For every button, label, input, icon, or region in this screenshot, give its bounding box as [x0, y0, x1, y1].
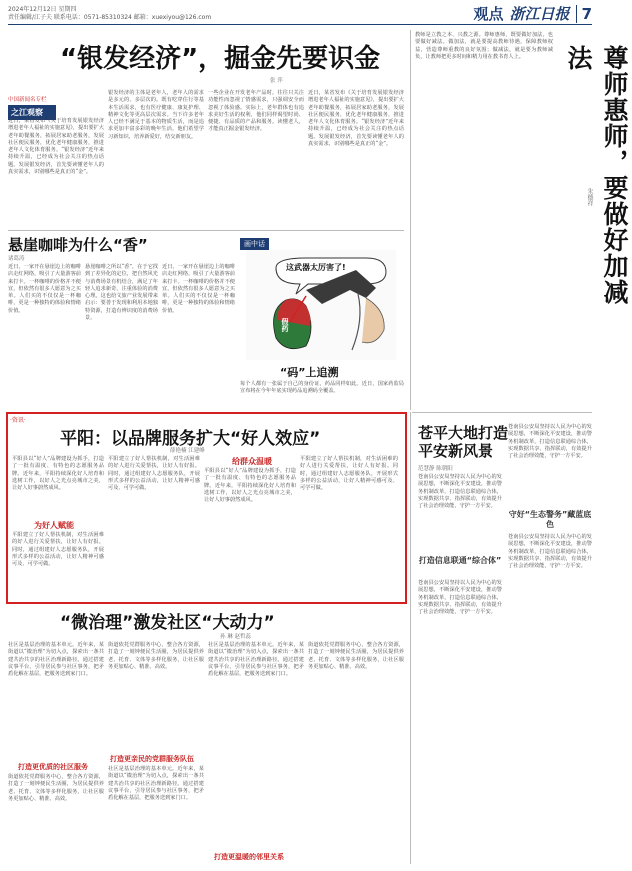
safety-article-col2a: 苍南县公安局坚持以人民为中心的发展思想，不断深化平安建设，推动警务机制改革，打造信息联通综合体，实现数据共享、指挥联动，有效提升了社会治理效能，守护一方平安。	[508, 424, 592, 460]
right-article-text: 教师是立教之本、兴教之源。尊师惠师，既要做好加法，也要做好减法。做加法，就是要提高教师待遇，保障教师权益，营造尊师重教的良好氛围；做减法，就是要为教师减负，让教师把更多时间和精力用在教书育人上。	[415, 32, 553, 60]
cafe-article-col2: 悬崖咖啡之所以“香”，在于它找到了差异化的定位，把自然风光与消费场景有机结合，满足了年轻人追求新奇、注重体验的消费心理。这也给文旅产业发展带来启示：要善于发现和利用本地独特资源，打造有辨识度的消费场景。	[85, 264, 158, 322]
top-article-col1: 近日，某省发布《关于培育发展银发经济增进老年人福祉的实施意见》，提出要扩大老年助餐服务，拓展居家助老服务，发展社区便民服务，优化老年健康服务，推进老年人文化体育服务。“银发经济”近年来持续升温，已经成为社会关注的热点话题。发展银发经济，首先要读懂老年人的真实需求，识别哪些是真正的“金”。	[8, 118, 104, 176]
right-article-byline: 朱德祥	[586, 188, 593, 206]
header-rule	[8, 24, 592, 25]
community-article-col2a: 街道依托党群服务中心，整合各方资源，打造了一刻钟便民生活圈，为居民提供养老、托育、文体等多样化服务，让社区服务更加贴心、精准、高效。	[108, 642, 204, 670]
cartoon-speech: 这武器太厉害了!	[286, 263, 346, 272]
community-article-byline: 孙 琳 赵哲蕊	[220, 634, 251, 640]
column-divider	[410, 30, 411, 410]
main-article-col1b: 平阳建立了好人帮扶机制，对生活困难的好人进行关爱帮扶，让好人有好报。同时，通过组建好人志愿服务队，开展形式多样的公益活动，让好人精神可感可及、可学可做。	[12, 532, 104, 568]
masthead	[474, 3, 592, 24]
community-article-col1b: 街道依托党群服务中心，整合各方资源，打造了一刻钟便民生活圈，为居民提供养老、托育、文体等多样化服务，让社区服务更加贴心、精准、高效。	[8, 774, 104, 802]
section-rule-1	[8, 230, 404, 231]
top-article-col3: 一些企业在开发老年产品时，往往只关注功能性而忽视了情感需求，只强调安全而忽视了体验感。实际上，老年群体也有追求美好生活的权利，他们同样渴望时尚、便捷、有品质的产品和服务。读懂老人，才能真正掘金银发经济。	[208, 90, 304, 133]
community-article-sub3: 打造更温暖的邻里关系	[214, 853, 284, 861]
cafe-article-col1: 近日，一家开在悬崖边上的咖啡店走红网络，吸引了大量游客前来打卡。一杯咖啡的价格并不便宜，但依然有很多人愿意为之买单。人们买的不仅仅是一杯咖啡，更是一种独特的体验和情绪价值。	[8, 264, 81, 314]
cafe-article-byline: 诸葛涛	[8, 256, 25, 262]
header-date: 2024年12月12日 星期四	[8, 6, 77, 13]
top-article-col2: 银发经济的主体是老年人，老年人的需求是多元的、多层次的。既有吃穿住行等基本生活需求，也有医疗健康、康复护理、精神文化等更高层次需求。当下许多老年人已经不满足于基本的物质生活，而是追求更加丰富多彩的晚年生活，他们希望学习新知识，培养新爱好，结交新朋友。	[108, 90, 204, 140]
top-article-col4: 近日，某省发布《关于培育发展银发经济增进老年人福祉的实施意见》，提出要扩大老年助餐服务，拓展居家助老服务，发展社区便民服务，优化老年健康服务，推进老年人文化体育服务。“银发经济”近年来持续升温，已经成为社会关注的热点话题。发展银发经济，首先要读懂老年人的真实需求，识别哪些是真正的“金”。	[308, 90, 404, 148]
main-article-col1a: 平阳县以“好人”品牌建设为抓手，打造了一批有温度、有特色的志愿服务品牌。近年来，平阳持续深化好人培育和选树工作，以好人之光点亮城市之美，让好人好事蔚然成风。	[12, 456, 104, 492]
community-article-col4: 街道依托党群服务中心，整合各方资源，打造了一刻钟便民生活圈，为居民提供养老、托育、文体等多样化服务，让社区服务更加贴心、精准、高效。	[308, 642, 404, 670]
safety-article-byline: 范慧静 陈朝阳	[418, 466, 453, 472]
column-brand-label: 中国新闻名专栏	[8, 97, 47, 103]
main-article-col4: 平阳建立了好人帮扶机制，对生活困难的好人进行关爱帮扶，让好人有好报。同时，通过组建好人志愿服务队，开展形式多样的公益活动，让好人精神可感可及、可学可做。	[300, 456, 398, 492]
cafe-article-col3: 近日，一家开在悬崖边上的咖啡店走红网络，吸引了大量游客前来打卡。一杯咖啡的价格并不便宜，但依然有很多人愿意为之买单。人们买的不仅仅是一杯咖啡，更是一种独特的体验和情绪价值。	[162, 264, 235, 314]
main-article-sub1: 为好人赋能	[34, 521, 74, 530]
section-name: 观点	[473, 5, 504, 23]
right-article-title: 尊师惠师，要做好加减法	[564, 45, 629, 305]
safety-article-col1b: 苍南县公安局坚持以人民为中心的发展思想，不断深化平安建设，推动警务机制改革，打造信息联通综合体，实现数据共享、指挥联动，有效提升了社会治理效能，守护一方平安。	[418, 580, 502, 616]
safety-article-col1a: 苍南县公安局坚持以人民为中心的发展思想，不断深化平安建设，推动警务机制改革，打造信息联通综合体，实现数据共享、指挥联动，有效提升了社会治理效能，守护一方平安。	[418, 474, 502, 510]
newspaper-logo: 浙江日报	[509, 5, 570, 23]
cafe-article-title: 悬崖咖啡为什么“香”	[8, 236, 148, 254]
community-article-col3: 社区是基层治理的基本单元。近年来，某街道以“微治理”为切入点，探索出一条共建共治共享的社区治理新路径。通过搭建议事平台，引导居民参与社区事务，把矛盾化解在基层，把服务送到家门口。	[208, 642, 304, 678]
column-brand	[8, 95, 56, 120]
safety-article-title: 苍平大地打造平安新风景	[418, 424, 509, 460]
community-article-col1a: 社区是基层治理的基本单元。近年来，某街道以“微治理”为切入点，探索出一条共建共治共享的社区治理新路径。通过搭建议事平台，引导居民参与社区事务，把矛盾化解在基层，把服务送到家门口。	[8, 642, 104, 678]
main-article-col2: 平阳建立了好人帮扶机制，对生活困难的好人进行关爱帮扶，让好人有好报。同时，通过组建好人志愿服务队，开展形式多样的公益活动，让好人精神可感可及、可学可做。	[108, 456, 200, 492]
main-article-col3: 平阳县以“好人”品牌建设为抓手，打造了一批有温度、有特色的志愿服务品牌。近年来，平阳持续深化好人培育和选树工作，以好人之光点亮城市之美，让好人好事蔚然成风。	[204, 468, 296, 504]
main-article-title: 平阳：以品牌服务扩大“好人效应”	[60, 429, 321, 449]
cartoon-caption-title: “码”上追溯	[280, 366, 339, 379]
header-info	[8, 6, 211, 22]
header-editor: 责任编辑/江子夫 联系电话：0571-85310324 邮箱：xuexiyou@126.com	[8, 14, 212, 21]
community-article-title: “微治理”激发社区“大动力”	[60, 613, 275, 633]
community-article-sub1: 打造更优质的社区服务	[18, 763, 88, 771]
column-divider-2	[410, 412, 411, 864]
safety-article-sub1: 打造信息联通“综合体”	[418, 556, 502, 565]
cartoon-tag: 画中话	[240, 238, 269, 250]
safety-article-col2b: 苍南县公安局坚持以人民为中心的发展思想，不断深化平安建设，推动警务机制改革，打造信息联通综合体，实现数据共享、指挥联动，有效提升了社会治理效能，守护一方平安。	[508, 534, 592, 570]
cartoon-label: 假药	[281, 318, 289, 332]
community-article-sub2: 打造更亲民的党群服务队伍	[110, 755, 194, 763]
top-article-byline: 张 萍	[270, 78, 283, 84]
column-brand-name: 之江观察	[8, 105, 56, 120]
cartoon-caption: 每个人都有一张属于自己的身份证，药品同样如此。近日，国家药监局宣布将在今年年底实现药品追溯码全覆盖。	[240, 381, 404, 395]
main-article-tag: ·资讯·	[10, 417, 26, 424]
main-article-sub2: 给群众温暖	[232, 457, 272, 466]
main-article-byline: 薛艳楠 江建峰	[170, 448, 205, 454]
top-article-title: “银发经济”，掘金先要识金	[60, 44, 381, 74]
section-rule-2	[412, 412, 592, 413]
community-article-col2b: 社区是基层治理的基本单元。近年来，某街道以“微治理”为切入点，探索出一条共建共治共享的社区治理新路径。通过搭建议事平台，引导居民参与社区事务，把矛盾化解在基层，把服务送到家门口。	[108, 766, 204, 802]
safety-article-sub2: 守好“生态警务”藏蓝底色	[508, 510, 592, 529]
page-number: 7	[576, 5, 592, 23]
